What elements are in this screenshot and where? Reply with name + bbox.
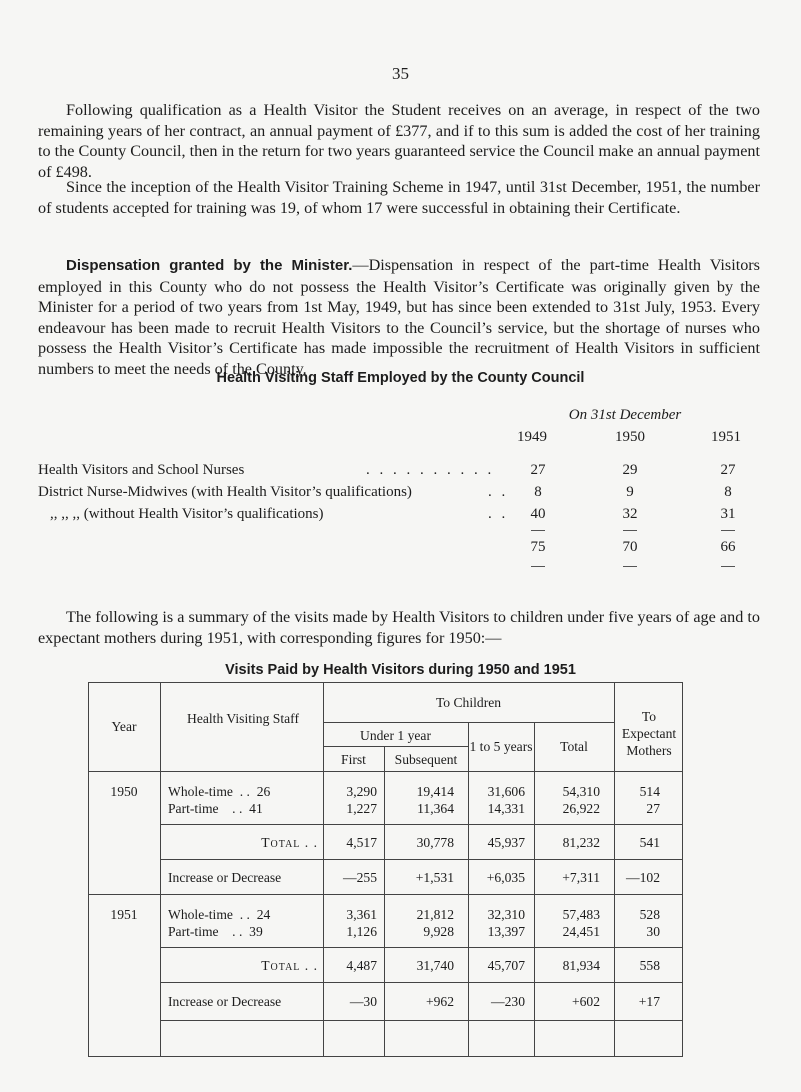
- cell-expectant: 27: [646, 801, 660, 816]
- table-rule: [160, 682, 161, 1057]
- cell-1-to-5: 45,707: [487, 958, 525, 973]
- visits-table-title: Visits Paid by Health Visitors during 1950 and 1951: [225, 662, 576, 678]
- staff-caption: On 31st December: [568, 407, 682, 423]
- cell-1-to-5: 32,310: [487, 907, 525, 922]
- staff-row: [38, 484, 760, 506]
- total-label: Total . .: [261, 835, 318, 850]
- page-number: 35: [392, 64, 409, 83]
- year-1951: 1951: [110, 907, 138, 922]
- table-rule: [682, 682, 683, 1057]
- staff-row-label: District Nurse-Midwives (with Health Visitor’s qualifications): [38, 484, 412, 500]
- cell-subsequent: 19,414: [416, 784, 454, 799]
- header-staff: Health Visiting Staff: [187, 711, 299, 726]
- header-subsequent: Subsequent: [394, 752, 458, 767]
- table-rule: [160, 1020, 683, 1021]
- cell-total: 81,934: [562, 958, 600, 973]
- cell-subsequent: +962: [425, 994, 454, 1009]
- cell-expectant: 30: [646, 924, 660, 939]
- header-expectant: To Expectant Mothers: [621, 709, 677, 758]
- staff-row-label: Whole-time . . 24: [168, 907, 271, 922]
- cell-1-to-5: 45,937: [487, 835, 525, 850]
- cell-1-to-5: 13,397: [487, 924, 525, 939]
- table-rule: [160, 982, 683, 983]
- cell-subsequent: 11,364: [417, 801, 454, 816]
- staff-value: 31: [720, 506, 736, 522]
- dot-leader: . .: [488, 506, 509, 522]
- staff-value: 32: [622, 506, 638, 522]
- cell-first: 4,517: [346, 835, 377, 850]
- cell-subsequent: +1,531: [415, 870, 454, 885]
- staff-value: 27: [720, 462, 736, 478]
- header-under-1: Under 1 year: [360, 728, 431, 743]
- staff-row: [38, 506, 760, 528]
- staff-total-row: [38, 539, 760, 561]
- total-label: Total . .: [261, 958, 318, 973]
- header-to-children: To Children: [435, 695, 502, 710]
- cell-first: 3,290: [346, 784, 377, 799]
- dot-leader: . .: [488, 484, 509, 500]
- cell-total: 57,483: [562, 907, 600, 922]
- cell-total: 54,310: [562, 784, 600, 799]
- year-1950: 1950: [110, 784, 138, 799]
- table-rule: [323, 722, 614, 723]
- table-rule: [160, 824, 683, 825]
- table-rule: [160, 859, 683, 860]
- cell-expectant: 528: [639, 907, 660, 922]
- table-rule: [88, 771, 683, 772]
- table-rule: [88, 682, 683, 683]
- visits-table: [88, 682, 683, 1057]
- staff-total: 70: [622, 539, 638, 555]
- table-rule: [88, 894, 683, 895]
- cell-1-to-5: 14,331: [487, 801, 525, 816]
- header-year: Year: [111, 719, 137, 734]
- year-header-1951: 1951: [711, 429, 741, 445]
- staff-table-title: Health Visiting Staff Employed by the County Council: [216, 370, 585, 386]
- cell-first: 1,126: [346, 924, 377, 939]
- year-header-1949: 1949: [517, 429, 547, 445]
- staff-row-label: Whole-time . . 26: [168, 784, 271, 799]
- dispensation-body: —Dispensation in respect of the part-time Health Visitors employed in this County who do not possess the Health Visitor’s Certificate was originally given by the Minister for a period of two years from 1st May, 1949, but has since been extended to 31st July, 1953. Every endeavour has been made to recruit Health Visitors to the Council’s service, but the shortage of nurses who possess the Health Visitor’s Certificate has made impossible the recruitment of Health Visitors in sufficient numbers to meet the needs of the County.: [38, 256, 760, 378]
- staff-row-label: Health Visitors and School Nurses: [38, 462, 245, 478]
- dispensation-heading: Dispensation granted by the Minister.: [66, 257, 353, 274]
- sum-rule: [623, 530, 637, 531]
- cell-first: 3,361: [346, 907, 377, 922]
- staff-row-label: Part-time . . 39: [168, 924, 263, 939]
- cell-1-to-5: —230: [491, 994, 525, 1009]
- cell-total: +7,311: [562, 870, 600, 885]
- change-label: Increase or Decrease: [168, 994, 282, 1009]
- header-total: Total: [560, 739, 588, 754]
- staff-value: 8: [534, 484, 542, 500]
- paragraph-dispensation: [38, 255, 760, 380]
- staff-value: 9: [626, 484, 634, 500]
- sum-rule: [531, 566, 545, 567]
- cell-expectant: 514: [639, 784, 660, 799]
- cell-subsequent: 30,778: [416, 835, 454, 850]
- staff-value: 40: [530, 506, 546, 522]
- cell-1-to-5: +6,035: [486, 870, 525, 885]
- table-rule: [323, 746, 468, 747]
- cell-subsequent: 9,928: [423, 924, 454, 939]
- cell-expectant: 541: [639, 835, 660, 850]
- cell-total: +602: [571, 994, 600, 1009]
- table-rule: [160, 947, 683, 948]
- staff-value: 27: [530, 462, 546, 478]
- staff-value: 8: [724, 484, 732, 500]
- cell-total: 24,451: [562, 924, 600, 939]
- sum-rule: [623, 566, 637, 567]
- staff-total: 66: [720, 539, 736, 555]
- cell-total: 26,922: [562, 801, 600, 816]
- paragraph-training-scheme: Since the inception of the Health Visitor Training Scheme in 1947, until 31st December, 1951, the number of students accepted for training was 19, of whom 17 were successful in obtaining their Certificate.: [38, 178, 760, 217]
- paragraph-payment: Following qualification as a Health Visitor the Student receives on an average, in respect of the two remaining years of her contract, an annual payment of £377, and if to this sum is added the cost of her training to the County Council, then in the return for two years guaranteed service the Council make an annual payment of £498.: [38, 101, 760, 181]
- paragraph-visits-summary: The following is a summary of the visits made by Health Visitors to children under five years of age and to expectant mothers during 1951, with corresponding figures for 1950:—: [38, 608, 760, 647]
- staff-total: 75: [530, 539, 546, 555]
- cell-subsequent: 21,812: [416, 907, 454, 922]
- cell-subsequent: 31,740: [416, 958, 454, 973]
- staff-value: 29: [622, 462, 638, 478]
- staff-row: [38, 462, 760, 484]
- cell-expectant: —102: [626, 870, 660, 885]
- cell-expectant: +17: [638, 994, 660, 1009]
- cell-total: 81,232: [562, 835, 600, 850]
- cell-1-to-5: 31,606: [487, 784, 525, 799]
- cell-first: —30: [349, 994, 377, 1009]
- change-label: Increase or Decrease: [168, 870, 282, 885]
- cell-first: —255: [343, 870, 377, 885]
- header-first: First: [341, 752, 366, 767]
- cell-first: 4,487: [346, 958, 377, 973]
- year-header-1950: 1950: [615, 429, 645, 445]
- sum-rule: [721, 530, 735, 531]
- sum-rule: [531, 530, 545, 531]
- cell-expectant: 558: [639, 958, 660, 973]
- table-rule: [88, 1056, 683, 1057]
- header-1-to-5: 1 to 5 years: [469, 739, 533, 754]
- dot-leader: . . . . . . . . . .: [366, 462, 495, 478]
- cell-first: 1,227: [346, 801, 377, 816]
- table-rule: [88, 682, 89, 1057]
- staff-row-label: ,, ,, ,, (without Health Visitor’s qualifications): [50, 506, 324, 522]
- staff-row-label: Part-time . . 41: [168, 801, 263, 816]
- sum-rule: [721, 566, 735, 567]
